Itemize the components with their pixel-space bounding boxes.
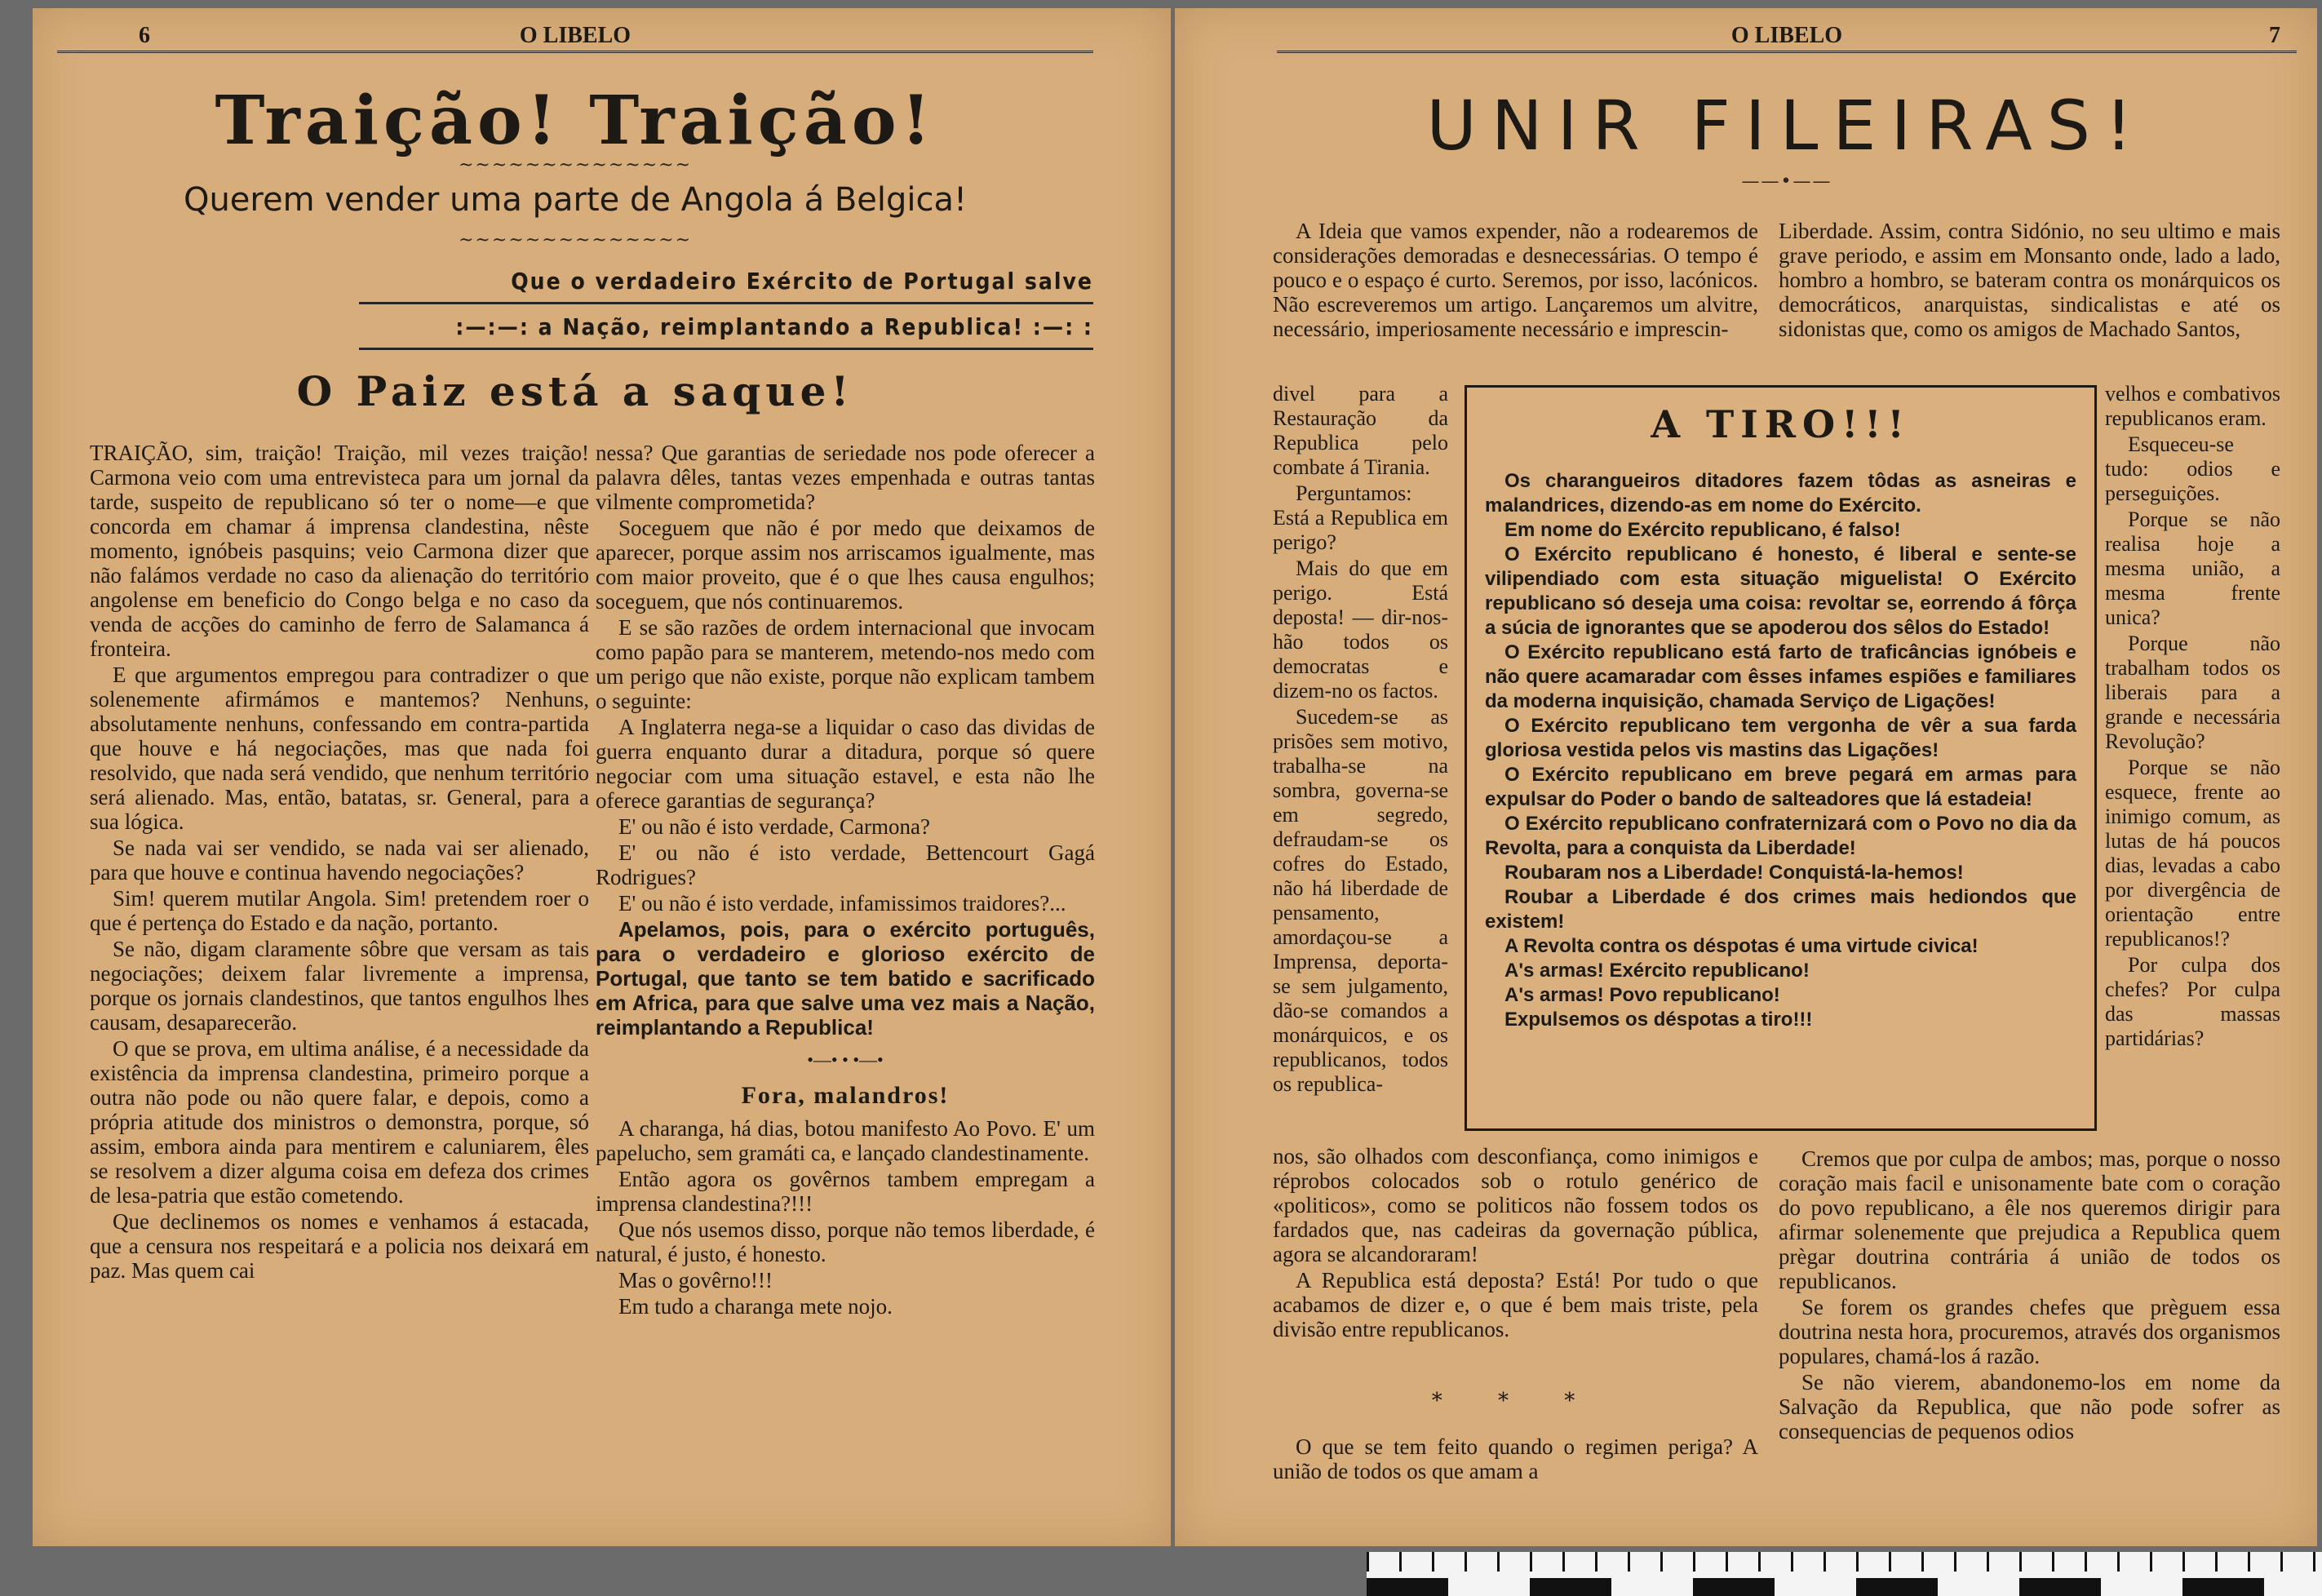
left-headline: Traição! Traição! [215, 82, 936, 160]
tiro-line: A's armas! Exército republicano! [1504, 960, 1810, 982]
tiro-line: A's armas! Povo republicano! [1504, 984, 1780, 1006]
left-newspaper-page [33, 8, 1171, 1546]
paragraph: Cremos que por culpa de ambos; mas, porque o nosso coração mais facil e unisonamente bate com o coração do povo republicano, a êle nos queremos dirigir para afirmar solenemente que prejudica a Republica quem prègar doutrina contrária á união de todos os republicanos. [1779, 1146, 2280, 1293]
paragraph: Se nada vai ser vendido, se nada vai ser alienado, para que houve e continua havendo negociações? [90, 836, 589, 884]
tiro-line: Roubar a Liberdade é dos crimes mais hediondos que existem! [1485, 886, 2076, 933]
left-column-1 [90, 441, 589, 1493]
right-headline: UNIR FILEIRAS! [1426, 86, 2147, 166]
paragraph: nessa? Que garantias de seriedade nos pode oferecer a palavra dêles, tantas vezes empenhada e outras tantas vilmente comprometida? [596, 441, 1095, 514]
tiro-line: Os charangueiros ditadores fazem tôdas as asneiras e malandrices, dizendo-as em nome do Exército. [1485, 470, 2076, 516]
left-banner-rule-2 [359, 348, 1093, 350]
paragraph: Porque se não realisa hoje a mesma união, a mesma frente unica? [2105, 508, 2280, 629]
paragraph: divel para a Restauração da Republica pelo combate á Tirania. [1273, 382, 1448, 479]
right-column-1-bottom [1273, 1144, 1758, 1364]
paragraph: Em tudo a charanga mete nojo. [618, 1294, 893, 1319]
right-newspaper-page [1175, 8, 2317, 1546]
paragraph: velhos e combativos republicanos eram. [2105, 382, 2280, 430]
right-page-header [1277, 23, 2297, 53]
scale-ruler [1367, 1552, 2322, 1596]
right-column-2-narrow [2105, 382, 2280, 1145]
right-ornament: ——•—— [1741, 171, 1832, 192]
left-page-header [57, 23, 1093, 53]
right-masthead: O LIBELO [1730, 23, 1843, 48]
left-page-number: 6 [139, 23, 150, 48]
divider-ornament: •—• • •—• [807, 1049, 884, 1070]
right-column-2-bottom [1779, 1146, 2280, 1497]
left-section-title: O Paiz está a saque! [296, 367, 854, 415]
left-ornament-2: ~~~~~~~~~~~~~~ [458, 230, 693, 250]
paragraph: Sim! querem mutilar Angola. Sim! pretendem roer o que é pertença do Estado e da nação, portanto. [90, 886, 589, 935]
left-column-2 [596, 441, 1095, 1493]
tiro-line: O Exército republicano confraternizará com o Povo no dia da Revolta, para a conquista da Liberdade! [1485, 813, 2076, 859]
paragraph: Esqueceu-se tudo: odios e perseguições. [2105, 432, 2280, 505]
paragraph: Se forem os grandes chefes que prèguem essa doutrina nesta hora, procuremos, através dos organismos populares, chamá-los á razão. [1779, 1295, 2280, 1368]
tiro-line: Expulsemos os déspotas a tiro!!! [1504, 1009, 1813, 1031]
paragraph: Que nós usemos disso, porque não temos liberdade, é natural, é justo, é honesto. [596, 1217, 1095, 1266]
paragraph: Sucedem-se as prisões sem motivo, trabalha-se na sombra, governa-se em segredo, defraudam-se os cofres do Estado, não há liberdade de pensamento, amordaçou-se a Imprensa, deporta-se sem julgamento, dão-se comandos a monárquicos, e os republicanos, todos os republica- [1273, 705, 1448, 1096]
paragraph: nos, são olhados com desconfiança, como inimigos e réprobos colocados sob o rotulo genérico de «politicos», como se politicos não fossem todos os fardados que, nas cadeiras da governação pública, agora se alcandoraram! [1273, 1144, 1758, 1266]
paragraph: A charanga, há dias, botou manifesto Ao Povo. E' um papelucho, sem gramáti ca, e lançado clandestinamente. [596, 1116, 1095, 1165]
right-column-1-narrow [1273, 382, 1448, 1124]
paragraph: Porque se não esquece, frente ao inimigo comum, as lutas de há poucos dias, levadas a cabo por divergência de orientação entre republicanos!? [2105, 756, 2280, 951]
ruler-ticks [1367, 1552, 2322, 1572]
paragraph: Soceguem que não é por medo que deixamos de aparecer, porque assim nos arriscamos igualmente, mas com maior proveito, que é o que lhes causa engulhos; soceguem, que nós continuaremos. [596, 516, 1095, 614]
tiro-line: Roubaram nos a Liberdade! Conquistá-la-hemos! [1504, 862, 1964, 884]
left-banner-line-2: :—:—: a Nação, reimplantando a Republica! :—: : [455, 313, 1093, 340]
paragraph: Se não vierem, abandonemo-los em nome da Salvação da Republica, que não pode sofrer as consequencias de pequenos odios [1779, 1370, 2280, 1443]
left-banner-rule-1 [359, 302, 1093, 304]
tiro-line: O Exército republicano tem vergonha de vêr a sua farda gloriosa vestida pelos vis mastins das Ligações! [1485, 715, 2076, 761]
a-tiro-title: A TIRO!!! [1651, 402, 1911, 446]
paragraph: Perguntamos: Está a Republica em perigo? [1273, 481, 1448, 554]
paragraph: Então agora os govêrnos tambem empregam a imprensa clandestina?!!! [596, 1167, 1095, 1216]
paragraph: Se não, digam claramente sôbre que versam as tais negociações; deixem falar livremente a imprensa, porque os jornais clandestinos, que tantos engulhos lhes causam, desaparecerão. [90, 937, 589, 1035]
tiro-line: O Exército republicano está farto de traficâncias ignóbeis e não quere acamaradar com êsses infames espiões e familiares da moderna inquisição, chamada Serviço de Ligações! [1485, 641, 2076, 712]
tiro-line: O Exército republicano é honesto, é liberal e sente-se vilipendiado com esta situação miguelista! O Exército republicano só deseja uma coisa: revoltar se, eorrendo á fôrça a súcia de ignorantes que se apoderou dos sêlos do Estado! [1485, 543, 2076, 639]
paragraph: E que argumentos empregou para contradizer o que solenemente afirmámos e mantemos? Nenhuns, absolutamente nenhuns, confessando em contra-partida que houve e há negociações, mas que nada foi resolvido, que nada será vendido, que nenhum território será alienado. Mas, então, batatas, sr. General, para a sua lógica. [90, 663, 589, 834]
tiro-line: A Revolta contra os déspotas é uma virtude civica! [1504, 935, 1979, 957]
paragraph: E' ou não é isto verdade, Bettencourt Gagá Rodrigues? [596, 840, 1095, 889]
paragraph: E' ou não é isto verdade, infamissimos traidores?... [618, 891, 1066, 915]
left-ornament-1: ~~~~~~~~~~~~~~ [458, 155, 693, 175]
paragraph: A Inglaterra nega-se a liquidar o caso das dividas de guerra enquanto durar a ditadura, porque só quere negociar com uma situação estavel, e esta não lhe oferece garantias de segurança? [596, 715, 1095, 813]
right-page-number: 7 [2269, 23, 2280, 48]
section-stars: * * * [1431, 1389, 1600, 1413]
paragraph: O que se tem feito quando o regimen periga? A união de todos os que amam a [1273, 1434, 1758, 1483]
right-column-1-top [1273, 219, 1758, 382]
paragraph: A Ideia que vamos expender, não a rodearemos de considerações demoradas e desnecessárias. O tempo é pouco e o espaço é curto. Seremos, por isso, lacónicos. Não escreveremos um artigo. Lançaremos um alvitre, necessário, imperiosamente necessário e imprescin- [1273, 219, 1758, 341]
paragraph: E' ou não é isto verdade, Carmona? [618, 814, 930, 839]
right-column-1-end [1273, 1434, 1758, 1500]
paragraph: Por culpa dos chefes? Por culpa das massas partidárias? [2105, 953, 2280, 1050]
paragraph: O que se prova, em ultima análise, é a necessidade da existência da imprensa clandestina, primeiro porque a outra não pode ou não quere falar, e depois, como a própria atitude dos ministros o demonstra, porque, só assim, embora ainda para mentirem e caluniarem, êles se resolvem a dizer alguma coisa em defeza dos crimes de lesa-patria que estão cometendo. [90, 1036, 589, 1208]
paragraph: A Republica está deposta? Está! Por tudo o que acabamos de dizer e, o que é bem mais triste, pela divisão entre republicanos. [1273, 1268, 1758, 1341]
paragraph: TRAIÇÃO, sim, traição! Traição, mil vezes traição! Carmona veio com uma entrevisteca para um jornal da tarde, suspeito de republicano só ter o nome—e que concorda em chamar á imprensa clandestina, nêste momento, ignóbeis pasquins; veio Carmona dizer que não falámos verdade no caso da alienação do território angolense em beneficio do Congo belga e no caso da venda de acções do caminho de ferro de Salamanca á fronteira. [90, 441, 589, 661]
paragraph: Porque não trabalham todos os liberais para a grande e necessária Revolução? [2105, 632, 2280, 753]
paragraph: Que declinemos os nomes e venhamos á estacada, que a censura nos respeitará e a policia nos deixará em paz. Mas quem cai [90, 1209, 589, 1283]
paragraph: Mas o govêrno!!! [618, 1268, 773, 1292]
paragraph: E se são razões de ordem internacional que invocam como papão para se manterem, metendo-nos medo com um perigo que não existe, porque não explicam tambem o seguinte: [596, 615, 1095, 713]
army-appeal: Apelamos, pois, para o exército português, para o verdadeiro e glorioso exército de Portugal, que tanto se tem batido e sacrificado em Africa, para que salve uma vez mais a Nação, reimplantando a Republica! [596, 917, 1095, 1040]
left-masthead: O LIBELO [519, 23, 631, 48]
a-tiro-box [1465, 385, 2097, 1131]
left-banner-line-1: Que o verdadeiro Exército de Portugal salve [511, 268, 1093, 295]
fora-malandros-title: Fora, malandros! [741, 1082, 950, 1109]
tiro-line: Em nome do Exército republicano, é falso! [1504, 519, 1901, 541]
ruler-blocks [1367, 1578, 2322, 1596]
left-subtitle: Querem vender uma parte de Angola á Belgica! [183, 181, 968, 219]
paragraph: Mais do que em perigo. Está deposta! — dir-nos-hão todos os democratas e dizem-no os factos. [1273, 556, 1448, 703]
right-column-2-top [1779, 219, 2280, 382]
paragraph: Liberdade. Assim, contra Sidónio, no seu ultimo e mais grave periodo, e assim em Monsanto onde, lado a lado, hombro a hombro, se bateram contra os monárquicos os democráticos, anarquistas, sindicalistas e até os sidonistas que, como os amigos de Machado Santos, [1779, 219, 2280, 341]
tiro-line: O Exército republicano em breve pegará em armas para expulsar do Poder o bando de salteadores que lá estadeia! [1485, 764, 2076, 810]
